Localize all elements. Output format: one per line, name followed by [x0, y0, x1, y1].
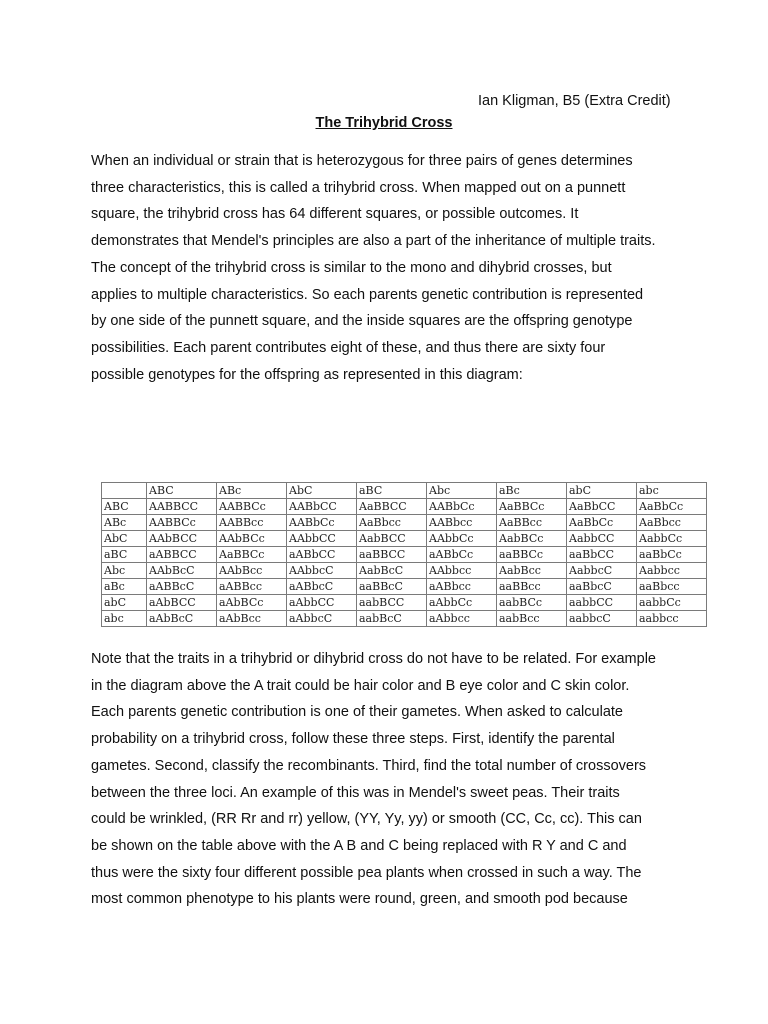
genotype-cell: aabbcc	[637, 611, 707, 627]
paragraph-line: square, the trihybrid cross has 64 different squares, or possible outcomes. It	[91, 206, 579, 223]
genotype-cell: aAbBCC	[147, 595, 217, 611]
genotype-cell: AAbBcC	[147, 563, 217, 579]
genotype-cell: aaBBcc	[497, 579, 567, 595]
paragraph-line: The concept of the trihybrid cross is similar to the mono and dihybrid crosses, but	[91, 259, 612, 276]
genotype-cell: AAbbcC	[287, 563, 357, 579]
document-title: The Trihybrid Cross	[315, 115, 453, 131]
column-header-cell: abC	[567, 483, 637, 499]
genotype-cell: AAbbCc	[427, 531, 497, 547]
genotype-cell: aabbcC	[567, 611, 637, 627]
genotype-cell: aaBBcC	[357, 579, 427, 595]
genotype-cell: AABBCc	[217, 499, 287, 515]
table-row	[102, 611, 707, 627]
genotype-cell: AABbCc	[427, 499, 497, 515]
genotype-cell: AaBbCC	[567, 499, 637, 515]
genotype-cell: AaBBcc	[497, 515, 567, 531]
paragraph-line: Each parents genetic contribution is one of their gametes. When asked to calculate	[91, 704, 623, 721]
genotype-cell: AabbCC	[567, 531, 637, 547]
table-row	[102, 563, 707, 579]
paragraph-line: be shown on the table above with the A B and C being replaced with R Y and C and	[91, 837, 627, 854]
genotype-cell: aAbbcc	[427, 611, 497, 627]
genotype-cell: AABBcc	[217, 515, 287, 531]
genotype-cell: aAbBcC	[147, 611, 217, 627]
row-header-cell: Abc	[102, 563, 147, 579]
row-header-cell: abc	[102, 611, 147, 627]
genotype-cell: aabBcc	[497, 611, 567, 627]
genotype-cell: aabBCc	[497, 595, 567, 611]
paragraph-line: possibilities. Each parent contributes eight of these, and thus there are sixty four	[91, 339, 606, 356]
genotype-cell: AAbBcc	[217, 563, 287, 579]
table-header-row	[102, 483, 707, 499]
genotype-cell: aAbbcC	[287, 611, 357, 627]
row-header-cell: aBC	[102, 547, 147, 563]
genotype-cell: aabbCc	[637, 595, 707, 611]
column-header-cell: aBc	[497, 483, 567, 499]
genotype-cell: aabBCC	[357, 595, 427, 611]
genotype-cell: AABbCc	[287, 515, 357, 531]
genotype-cell: AAbBCc	[217, 531, 287, 547]
genotype-cell: aABBcc	[217, 579, 287, 595]
genotype-cell: aaBbcC	[567, 579, 637, 595]
genotype-cell: aABBcC	[147, 579, 217, 595]
row-header-cell: ABc	[102, 515, 147, 531]
genotype-cell: AaBbCc	[567, 515, 637, 531]
column-header-cell: AbC	[287, 483, 357, 499]
genotype-cell: aAbbCc	[427, 595, 497, 611]
paragraph-line: could be wrinkled, (RR Rr and rr) yellow, (YY, Yy, yy) or smooth (CC, Cc, cc). This can	[91, 811, 642, 828]
genotype-cell: AABbCC	[287, 499, 357, 515]
genotype-cell: aaBbCC	[567, 547, 637, 563]
table-row	[102, 547, 707, 563]
paragraph-line: by one side of the punnett square, and the inside squares are the offspring genotype	[91, 313, 633, 330]
genotype-cell: AaBBCc	[217, 547, 287, 563]
genotype-cell: AABBCC	[147, 499, 217, 515]
genotype-cell: aaBBCc	[497, 547, 567, 563]
column-header-cell: ABC	[147, 483, 217, 499]
author-line: Ian Kligman, B5 (Extra Credit)	[478, 93, 671, 109]
genotype-cell: AaBbcc	[357, 515, 427, 531]
genotype-cell: AAbbcc	[427, 563, 497, 579]
paragraph-line: in the diagram above the A trait could be hair color and B eye color and C skin color.	[91, 677, 630, 694]
column-header-cell: ABc	[217, 483, 287, 499]
row-header-cell: abC	[102, 595, 147, 611]
genotype-cell: aABbCC	[287, 547, 357, 563]
paragraph-line: thus were the sixty four different possible pea plants when crossed in such a way. The	[91, 864, 642, 881]
genotype-cell: aAbBCc	[217, 595, 287, 611]
paragraph-line: probability on a trihybrid cross, follow these three steps. First, identify the parental	[91, 731, 615, 748]
genotype-cell: AAbbCC	[287, 531, 357, 547]
genotype-cell: aAbbCC	[287, 595, 357, 611]
genotype-cell: AabbCc	[637, 531, 707, 547]
table-row	[102, 515, 707, 531]
table-row	[102, 499, 707, 515]
genotype-cell: AABbcc	[427, 515, 497, 531]
genotype-cell: AAbBCC	[147, 531, 217, 547]
genotype-cell: AaBbcc	[637, 515, 707, 531]
table-row	[102, 531, 707, 547]
genotype-cell: AabBCC	[357, 531, 427, 547]
row-header-cell: ABC	[102, 499, 147, 515]
row-header-cell: AbC	[102, 531, 147, 547]
genotype-cell: aABBCC	[147, 547, 217, 563]
paragraph-intro	[91, 148, 691, 388]
genotype-cell: AABBCc	[147, 515, 217, 531]
genotype-cell: aABbCc	[427, 547, 497, 563]
genotype-cell: aabbCC	[567, 595, 637, 611]
genotype-cell: AabbcC	[567, 563, 637, 579]
genotype-cell: aABbcC	[287, 579, 357, 595]
punnett-square-table	[101, 482, 707, 627]
row-header-cell: aBc	[102, 579, 147, 595]
genotype-cell: aabBcC	[357, 611, 427, 627]
table-row	[102, 595, 707, 611]
paragraph-line: gametes. Second, classify the recombinants. Third, find the total number of crossovers	[91, 757, 647, 774]
paragraph-line: Note that the traits in a trihybrid or dihybrid cross do not have to be related. For example	[91, 651, 656, 667]
paragraph-line: possible genotypes for the offspring as represented in this diagram:	[91, 366, 523, 383]
paragraph-line: When an individual or strain that is heterozygous for three pairs of genes determines	[91, 153, 633, 169]
genotype-cell: AaBBCc	[497, 499, 567, 515]
genotype-cell: Aabbcc	[637, 563, 707, 579]
genotype-cell: aaBbcc	[637, 579, 707, 595]
column-header-cell: abc	[637, 483, 707, 499]
genotype-cell: aaBbCc	[637, 547, 707, 563]
genotype-cell: aAbBcc	[217, 611, 287, 627]
genotype-cell: AaBBCC	[357, 499, 427, 515]
paragraph-line: three characteristics, this is called a trihybrid cross. When mapped out on a punnett	[91, 179, 626, 196]
paragraph-line: between the three loci. An example of this was in Mendel's sweet peas. Their traits	[91, 784, 620, 801]
genotype-cell: AabBCc	[497, 531, 567, 547]
genotype-cell: AabBcc	[497, 563, 567, 579]
genotype-cell: aaBBCC	[357, 547, 427, 563]
genotype-cell: AaBbCc	[637, 499, 707, 515]
genotype-cell: aABbcc	[427, 579, 497, 595]
genotype-cell: AabBcC	[357, 563, 427, 579]
paragraph-line: most common phenotype to his plants were round, green, and smooth pod because	[91, 891, 628, 908]
corner-cell	[102, 483, 147, 499]
paragraph-line: demonstrates that Mendel's principles are also a part of the inheritance of multiple traits.	[91, 233, 656, 250]
paragraph-notes	[91, 646, 691, 913]
column-header-cell: Abc	[427, 483, 497, 499]
table-row	[102, 579, 707, 595]
paragraph-line: applies to multiple characteristics. So each parents genetic contribution is represented	[91, 286, 644, 303]
column-header-cell: aBC	[357, 483, 427, 499]
